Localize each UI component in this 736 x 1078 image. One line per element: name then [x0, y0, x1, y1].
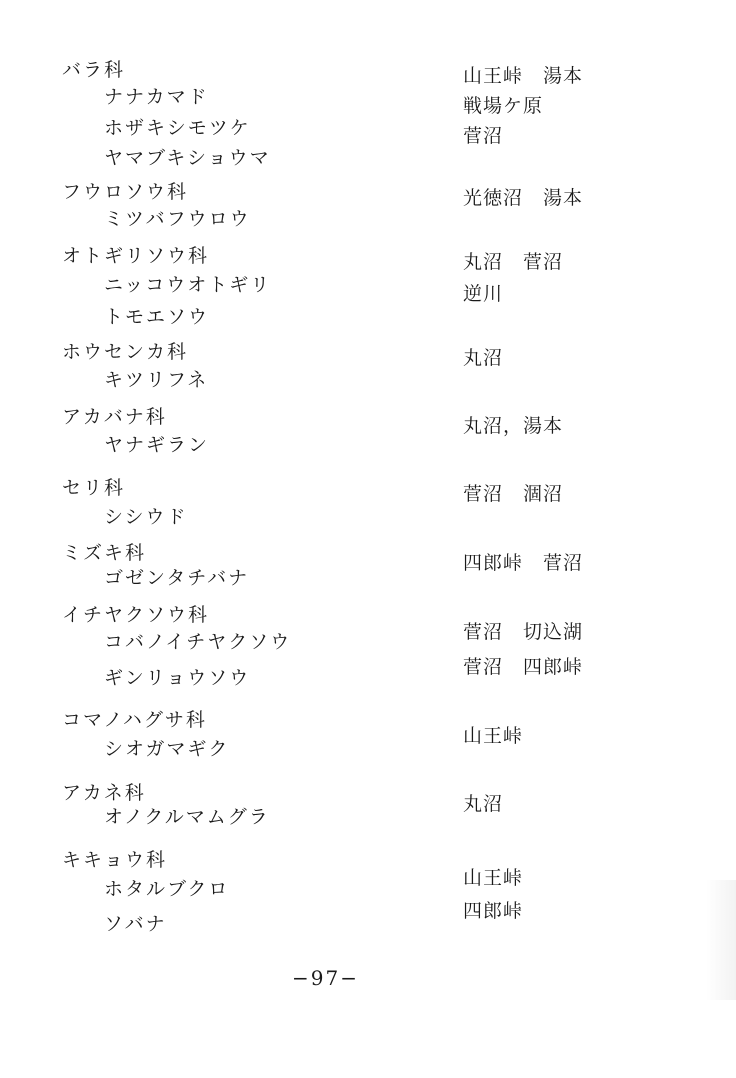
species-name: ゴゼンタチバナ [104, 567, 250, 589]
species-name: ヤナギラン [104, 434, 210, 456]
location-text: 丸沼 [463, 347, 504, 369]
species-name: コバノイチヤクソウ [104, 631, 292, 653]
species-name: ギンリョウソウ [104, 667, 251, 689]
location-text: 戦場ケ原 [463, 95, 544, 117]
location-text: 菅沼 四郎峠 [463, 656, 584, 678]
family-name: ホウセンカ科 [62, 341, 189, 363]
scan-edge-shadow [706, 880, 736, 1000]
family-name: キキョウ科 [62, 849, 168, 871]
location-text: 丸沼，湯本 [463, 415, 564, 437]
species-name: ニッコウオトギリ [104, 274, 272, 296]
location-text: 菅沼 涸沼 [463, 483, 564, 505]
location-text: 逆川 [463, 283, 504, 305]
location-text: 四郎峠 [463, 900, 524, 922]
location-text: 丸沼 菅沼 [463, 251, 564, 273]
family-name: フウロソウ科 [62, 181, 189, 203]
species-name: ソバナ [104, 913, 167, 935]
family-name: バラ科 [62, 59, 126, 81]
family-name: オトギリソウ科 [62, 245, 210, 267]
species-name: オノクルマムグラ [104, 806, 270, 828]
page-number: −97− [292, 966, 359, 990]
family-name: セリ科 [62, 477, 126, 499]
species-name: ホタルブクロ [104, 878, 230, 900]
location-text: 四郎峠 菅沼 [463, 552, 584, 574]
species-name: シオガマギク [104, 738, 230, 760]
species-name: ヤマブキショウマ [104, 147, 271, 169]
location-text: 菅沼 [463, 125, 504, 147]
family-name: イチヤクソウ科 [62, 604, 210, 626]
location-text: 山王峠 [463, 725, 524, 747]
location-text: 菅沼 切込湖 [463, 621, 584, 643]
location-text: 光徳沼 湯本 [463, 187, 584, 209]
family-name: ミズキ科 [62, 542, 147, 564]
family-name: アカバナ科 [62, 406, 167, 428]
location-text: 山王峠 湯本 [463, 65, 584, 87]
species-name: キツリフネ [104, 369, 209, 391]
species-name: ミツバフウロウ [104, 208, 251, 230]
species-name: トモエソウ [104, 306, 210, 328]
species-name: シシウド [104, 506, 188, 528]
family-name: アカネ科 [62, 782, 146, 804]
species-name: ホザキシモツケ [104, 117, 251, 139]
location-text: 山王峠 [463, 867, 524, 889]
species-name: ナナカマド [104, 86, 209, 108]
family-name: コマノハグサ科 [62, 709, 207, 731]
location-text: 丸沼 [463, 793, 504, 815]
